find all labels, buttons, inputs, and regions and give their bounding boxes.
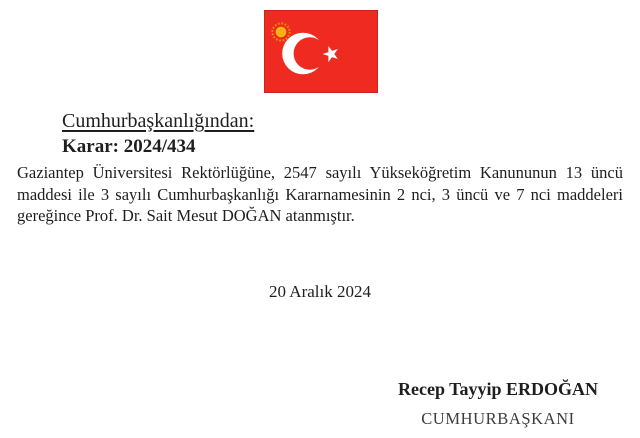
signatory-title: CUMHURBAŞKANI [421,409,575,428]
signatory-name: Recep Tayyip ERDOĞAN [398,379,599,399]
turkish-presidential-flag-image [264,10,378,93]
decision-number: Karar: 2024/434 [62,136,196,157]
signature-block [398,378,598,429]
turkish-presidential-flag [264,10,378,93]
decree-body-line-1: Gaziantep Üniversitesi Rektörlüğüne, 2547 sayılı Yükseköğretim Kanununun 13 üncü [17,163,623,182]
decree-body-line-3: gereğince Prof. Dr. Sait Mesut DOĞAN atanmıştır. [17,206,355,225]
issuer-heading: Cumhurbaşkanlığından: [62,110,255,132]
decree-body [17,162,623,227]
decree-date: 20 Aralık 2024 [269,282,371,301]
decree-body-line-2: maddesi ile 3 sayılı Cumhurbaşkanlığı Kararnamesinin 2 nci, 3 üncü ve 7 nci maddeleri [17,184,623,204]
